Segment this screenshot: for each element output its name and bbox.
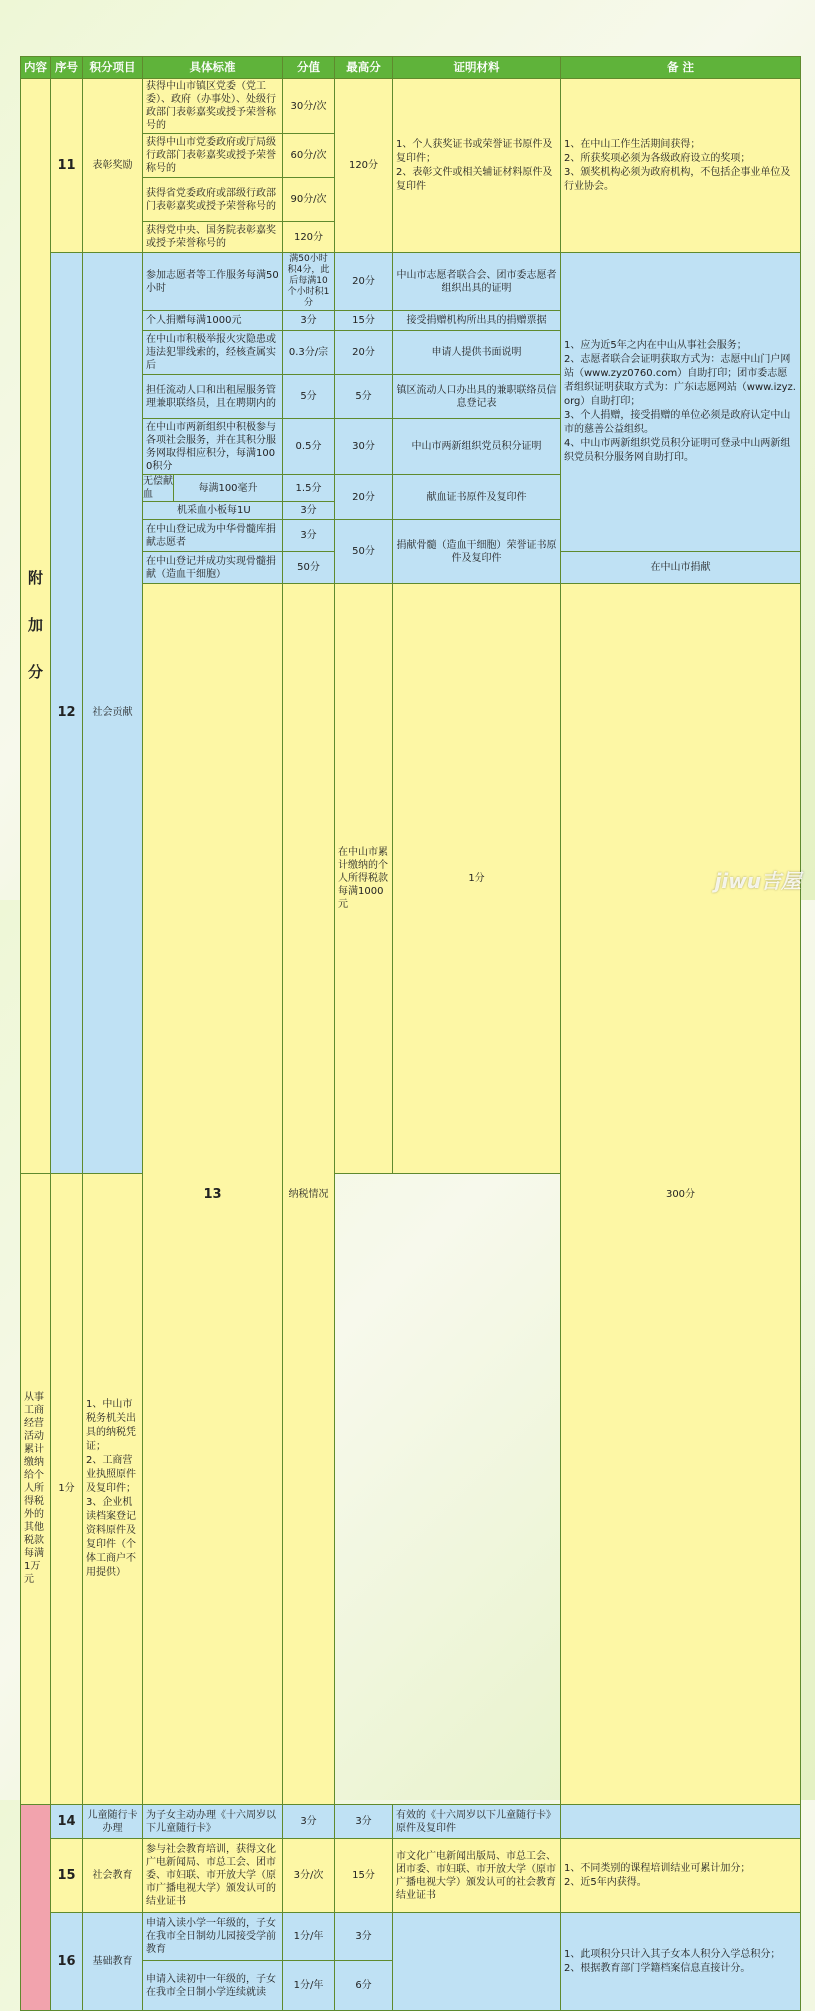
proof-line: 1、个人获奖证书或荣誉证书原件及复印件；: [396, 138, 553, 164]
proof-cell: 捐献骨髓（造血干细胞）荣誉证书原件及复印件: [393, 520, 561, 584]
proof-cell: 献血证书原件及复印件: [393, 475, 561, 520]
proof-cell: [83, 1173, 143, 1804]
max-cell: 20分: [335, 331, 393, 375]
header-row: [21, 57, 801, 79]
table-row: [21, 1913, 801, 1961]
proof-cell: 接受捐赠机构所出具的捐赠票据: [393, 311, 561, 331]
criteria-cell: 申请入读小学一年级的，子女在我市全日制幼儿园接受学前教育: [143, 1913, 283, 1961]
seq-cell: 15: [51, 1839, 83, 1913]
criteria-cell: 获得中山市镇区党委（党工委）、政府（办事处）、处级行政部门表彰嘉奖或授予荣誉称号的: [143, 79, 283, 134]
criteria-cell: 机采血小板每1U: [143, 502, 283, 520]
score-cell: 1.5分: [283, 475, 335, 502]
criteria-cell: 为子女主动办理《十六周岁以下儿童随行卡》: [143, 1805, 283, 1839]
bonus-points-table: [20, 56, 801, 2011]
seq-cell: 16: [51, 1913, 83, 2011]
table-row: [21, 1805, 801, 1839]
seq-cell: 14: [51, 1805, 83, 1839]
remark-cell: [561, 79, 801, 253]
proof-cell: 申请人提供书面说明: [393, 331, 561, 375]
points-table-wrapper: [20, 56, 800, 2011]
remark-line: 1、不同类别的课程培训结业可累计加分；: [564, 1862, 751, 1874]
side-label-char: 附: [27, 569, 43, 588]
side-label-continuation: [21, 1805, 51, 2011]
remark-line: 1、此项积分只计入其子女本人积分入学总积分；: [564, 1948, 781, 1960]
remark-line: 2、志愿者联合会证明获取方式为：志愿中山门户网站（www.zyz0760.com）自助打印；团市委志愿者组织证明获取方式为：广东i志愿网站（www.izyz.org）自助打印；: [564, 354, 796, 407]
max-cell: 300分: [561, 584, 801, 1805]
score-cell: 120分: [283, 222, 335, 253]
proof-cell: 镇区流动人口办出具的兼职联络员信息登记表: [393, 375, 561, 419]
header-item: 积分项目: [83, 57, 143, 79]
proof-cell: 中山市志愿者联合会、团市委志愿者组织出具的证明: [393, 253, 561, 311]
item-cell: 基础教育: [83, 1913, 143, 2011]
max-cell: 3分: [335, 1913, 393, 1961]
criteria-cell: 申请入读初中一年级的，子女在我市全日制小学连续就读: [143, 1961, 283, 2011]
item-cell: 表彰奖励: [83, 79, 143, 253]
criteria-cell: 在中山市积极举报火灾隐患或违法犯罪线索的，经核查属实后: [143, 331, 283, 375]
score-cell: 3分: [283, 311, 335, 331]
max-cell: 5分: [335, 375, 393, 419]
score-cell: 3分: [283, 502, 335, 520]
item-cell: 社会贡献: [83, 253, 143, 1174]
max-cell: 15分: [335, 1839, 393, 1913]
site-watermark: jiwu吉屋: [714, 869, 801, 893]
max-cell: 3分: [335, 1805, 393, 1839]
score-cell: 1分/年: [283, 1961, 335, 2011]
proof-line: 2、工商营业执照原件及复印件；: [86, 1454, 136, 1494]
blood-donation-label: 无偿献血: [143, 476, 173, 500]
proof-cell: 市文化广电新闻出版局、市总工会、团市委、市妇联、市开放大学（原市广播电视大学）颁发认可的社会教育结业证书: [393, 1839, 561, 1913]
max-cell: 6分: [335, 1961, 393, 2011]
remark-line: 3、颁奖机构必须为政府机构，不包括企事业单位及行业协会。: [564, 166, 791, 192]
criteria-cell: 从事工商经营活动累计缴纳给个人所得税外的其他税款每满1万元: [21, 1173, 51, 1804]
seq-cell: 12: [51, 253, 83, 1174]
criteria-cell: 获得中山市党委政府或厅局级行政部门表彰嘉奖或授予荣誉称号的: [143, 134, 283, 178]
remark-line: 2、根据教育部门学籍档案信息直接计分。: [564, 1962, 751, 1974]
proof-line: 1、中山市税务机关出具的纳税凭证；: [86, 1398, 136, 1452]
score-cell: 1分: [51, 1173, 83, 1804]
criteria-cell: 个人捐赠每满1000元: [143, 311, 283, 331]
score-cell: 60分/次: [283, 134, 335, 178]
remark-line: 3、个人捐赠，接受捐赠的单位必须是政府认定中山市的慈善公益组织。: [564, 410, 791, 435]
header-score: 分值: [283, 57, 335, 79]
score-cell: 1分/年: [283, 1913, 335, 1961]
criteria-cell: 每满100毫升: [198, 482, 258, 494]
score-cell: 0.5分: [283, 419, 335, 475]
criteria-cell: 在中山登记成为中华骨髓库捐献志愿者: [143, 520, 283, 552]
table-row: [21, 79, 801, 134]
proof-cell: [393, 1913, 561, 2011]
score-cell: 满50小时积4分，此后每满10个小时积1分: [283, 253, 335, 311]
side-label: [21, 79, 51, 1174]
remark-line: 1、在中山工作生活期间获得；: [564, 138, 701, 150]
score-cell: 3分: [283, 1805, 335, 1839]
score-cell: 0.3分/宗: [283, 331, 335, 375]
proof-line: 2、表彰文件或相关辅证材料原件及复印件: [396, 166, 553, 192]
criteria-cell: 获得省党委政府或部级行政部门表彰嘉奖或授予荣誉称号的: [143, 178, 283, 222]
criteria-cell: 在中山市两新组织中积极参与各项社会服务，并在其积分服务网取得相应积分，每满1000积分: [143, 419, 283, 475]
proof-line: 3、企业机读档案登记资料原件及复印件（个体工商户不用提供）: [86, 1496, 136, 1578]
remark-line: 4、中山市两新组织党员积分证明可登录中山两新组织党员积分服务网自助打印。: [564, 438, 791, 463]
score-cell: 1分: [393, 584, 561, 1174]
header-criteria: 具体标准: [143, 57, 283, 79]
remark-cell: [561, 253, 801, 552]
proof-cell: 中山市两新组织党员积分证明: [393, 419, 561, 475]
remark-line: 2、近5年内获得。: [564, 1876, 647, 1888]
header-max: 最高分: [335, 57, 393, 79]
header-seq: 序号: [51, 57, 83, 79]
proof-cell: 有效的《十六周岁以下儿童随行卡》原件及复印件: [393, 1805, 561, 1839]
table-row: [21, 253, 801, 311]
remark-cell: [561, 1805, 801, 1839]
remark-line: 1、应为近5年之内在中山从事社会服务；: [564, 340, 747, 351]
score-cell: 3分/次: [283, 1839, 335, 1913]
criteria-cell: 获得党中央、国务院表彰嘉奖或授予荣誉称号的: [143, 222, 283, 253]
criteria-cell: 担任流动人口和出租屋服务管理兼职联络员，且在聘期内的: [143, 375, 283, 419]
score-cell: 5分: [283, 375, 335, 419]
item-cell: 儿童随行卡办理: [83, 1805, 143, 1839]
score-cell: 50分: [283, 552, 335, 584]
item-cell: 纳税情况: [283, 584, 335, 1805]
side-label-char: 分: [27, 663, 43, 682]
max-cell: 50分: [335, 520, 393, 584]
criteria-cell: 在中山登记并成功实现骨髓捐献（造血干细胞）: [143, 552, 283, 584]
max-cell: 30分: [335, 419, 393, 475]
header-content: 内容: [21, 57, 51, 79]
score-cell: 90分/次: [283, 178, 335, 222]
blood-criteria-cell: [143, 475, 283, 502]
side-label-char: 加: [27, 616, 43, 635]
remark-line: 2、所获奖项必须为各级政府设立的奖项；: [564, 152, 751, 164]
seq-cell: 11: [51, 79, 83, 253]
proof-cell: [393, 79, 561, 253]
remark-cell: 在中山市捐献: [561, 552, 801, 584]
score-cell: 30分/次: [283, 79, 335, 134]
max-cell: 120分: [335, 79, 393, 253]
criteria-cell: 参加志愿者等工作服务每满50小时: [143, 253, 283, 311]
remark-cell: [561, 1913, 801, 2011]
criteria-cell: 在中山市累计缴纳的个人所得税款每满1000元: [335, 584, 393, 1174]
header-proof: 证明材料: [393, 57, 561, 79]
remark-cell: [561, 1839, 801, 1913]
max-cell: 15分: [335, 311, 393, 331]
table-row: [21, 1839, 801, 1913]
score-cell: 3分: [283, 520, 335, 552]
criteria-cell: 参与社会教育培训，获得文化广电新闻局、市总工会、团市委、市妇联、市开放大学（原市广播电视大学）颁发认可的结业证书: [143, 1839, 283, 1913]
item-cell: 社会教育: [83, 1839, 143, 1913]
seq-cell: 13: [143, 584, 283, 1805]
max-cell: 20分: [335, 475, 393, 520]
max-cell: 20分: [335, 253, 393, 311]
header-remark: 备 注: [561, 57, 801, 79]
